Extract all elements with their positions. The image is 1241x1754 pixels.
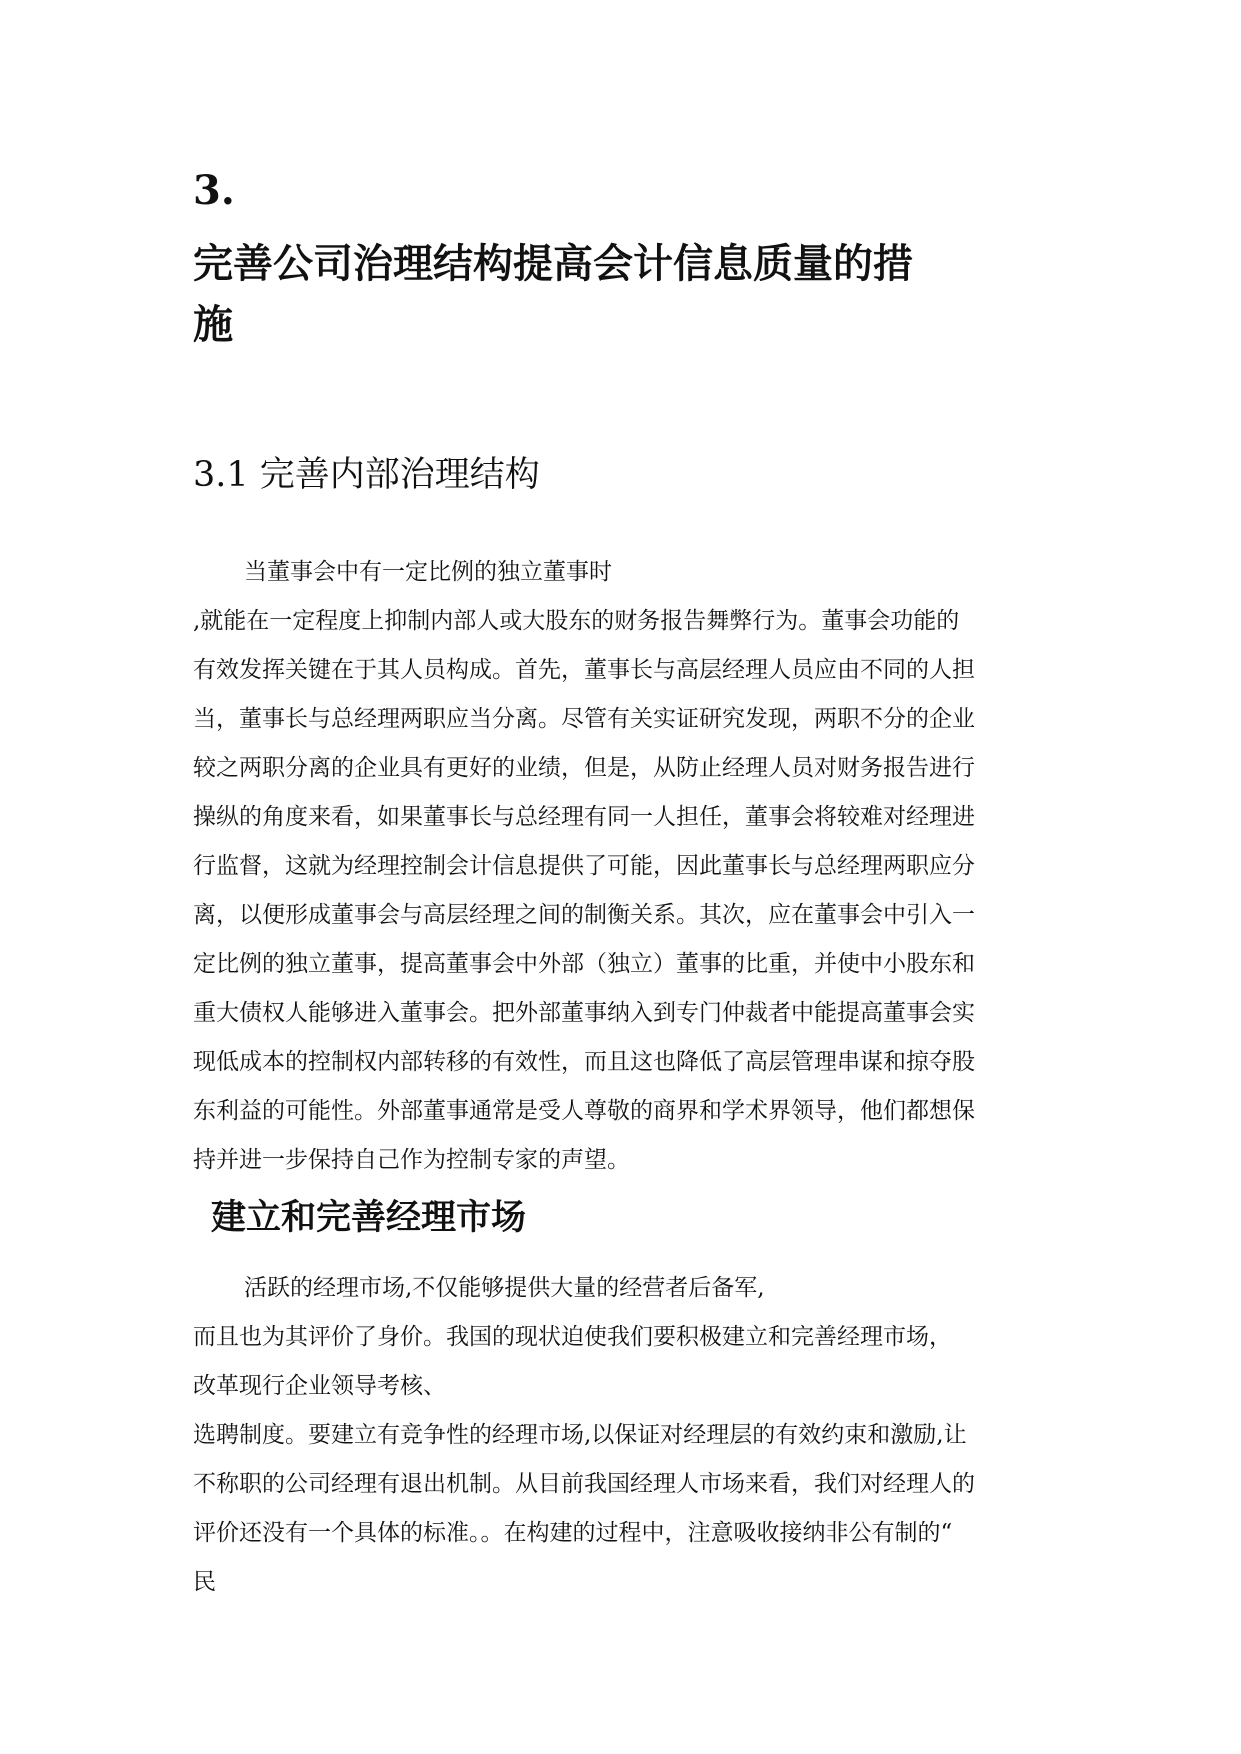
section-2-line-7: 民: [193, 1569, 216, 1595]
section-1-line-11: 现低成本的控制权内部转移的有效性，而且这也降低了高层管理串谋和掠夺股: [193, 1049, 975, 1075]
section-1-line-5: 较之两职分离的企业具有更好的业绩，但是，从防止经理人员对财务报告进行: [193, 755, 975, 781]
section-1-line-8: 离，以便形成董事会与高层经理之间的制衡关系。其次，应在董事会中引入一: [193, 902, 975, 928]
section-1-line-9: 定比例的独立董事，提高董事会中外部（独立）董事的比重，并使中小股东和: [193, 951, 975, 977]
chapter-title-line-1: 完善公司治理结构提高会计信息质量的措: [193, 240, 913, 287]
chapter-title-line-2: 施: [193, 301, 233, 348]
section-1-line-4: 当，董事长与总经理两职应当分离。尽管有关实证研究发现，两职不分的企业: [193, 706, 975, 732]
section-1-line-10: 重大债权人能够进入董事会。把外部董事纳入到专门仲裁者中能提高董事会实: [193, 1000, 975, 1026]
section-1-line-3: 有效发挥关键在于其人员构成。首先，董事长与高层经理人员应由不同的人担: [193, 657, 975, 683]
section-2-line-6: 评价还没有一个具体的标准。。在构建的过程中，注意吸收接纳非公有制的“: [193, 1520, 953, 1546]
section-2-line-5: 不称职的公司经理有退出机制。从目前我国经理人市场来看，我们对经理人的: [193, 1471, 975, 1497]
chapter-number: 3.: [193, 167, 235, 214]
section-2-line-4: 选聘制度。要建立有竞争性的经理市场,以保证对经理层的有效约束和激励,让: [193, 1422, 967, 1448]
section-2-line-3: 改革现行企业领导考核、: [193, 1373, 446, 1399]
section-1-line-1: 当董事会中有一定比例的独立董事时: [244, 559, 612, 585]
section-1-line-13: 持并进一步保持自己作为控制专家的声望。: [193, 1147, 630, 1173]
section-1-line-2: ,就能在一定程度上抑制内部人或大股东的财务报告舞弊行为。董事会功能的: [193, 608, 960, 634]
section-heading-3-1: 3.1 完善内部治理结构: [193, 455, 540, 495]
section-2-line-2: 而且也为其评价了身价。我国的现状迫使我们要积极建立和完善经理市场，: [193, 1324, 952, 1350]
section-1-line-12: 东利益的可能性。外部董事通常是受人尊敬的商界和学术界领导，他们都想保: [193, 1098, 975, 1124]
section-1-line-6: 操纵的角度来看，如果董事长与总经理有同一人担任，董事会将较难对经理进: [193, 804, 975, 830]
section-heading-manager-market: 建立和完善经理市场: [211, 1197, 527, 1238]
section-2-line-1: 活跃的经理市场,不仅能够提供大量的经营者后备军,: [244, 1275, 765, 1301]
section-1-line-7: 行监督，这就为经理控制会计信息提供了可能，因此董事长与总经理两职应分: [193, 853, 975, 879]
